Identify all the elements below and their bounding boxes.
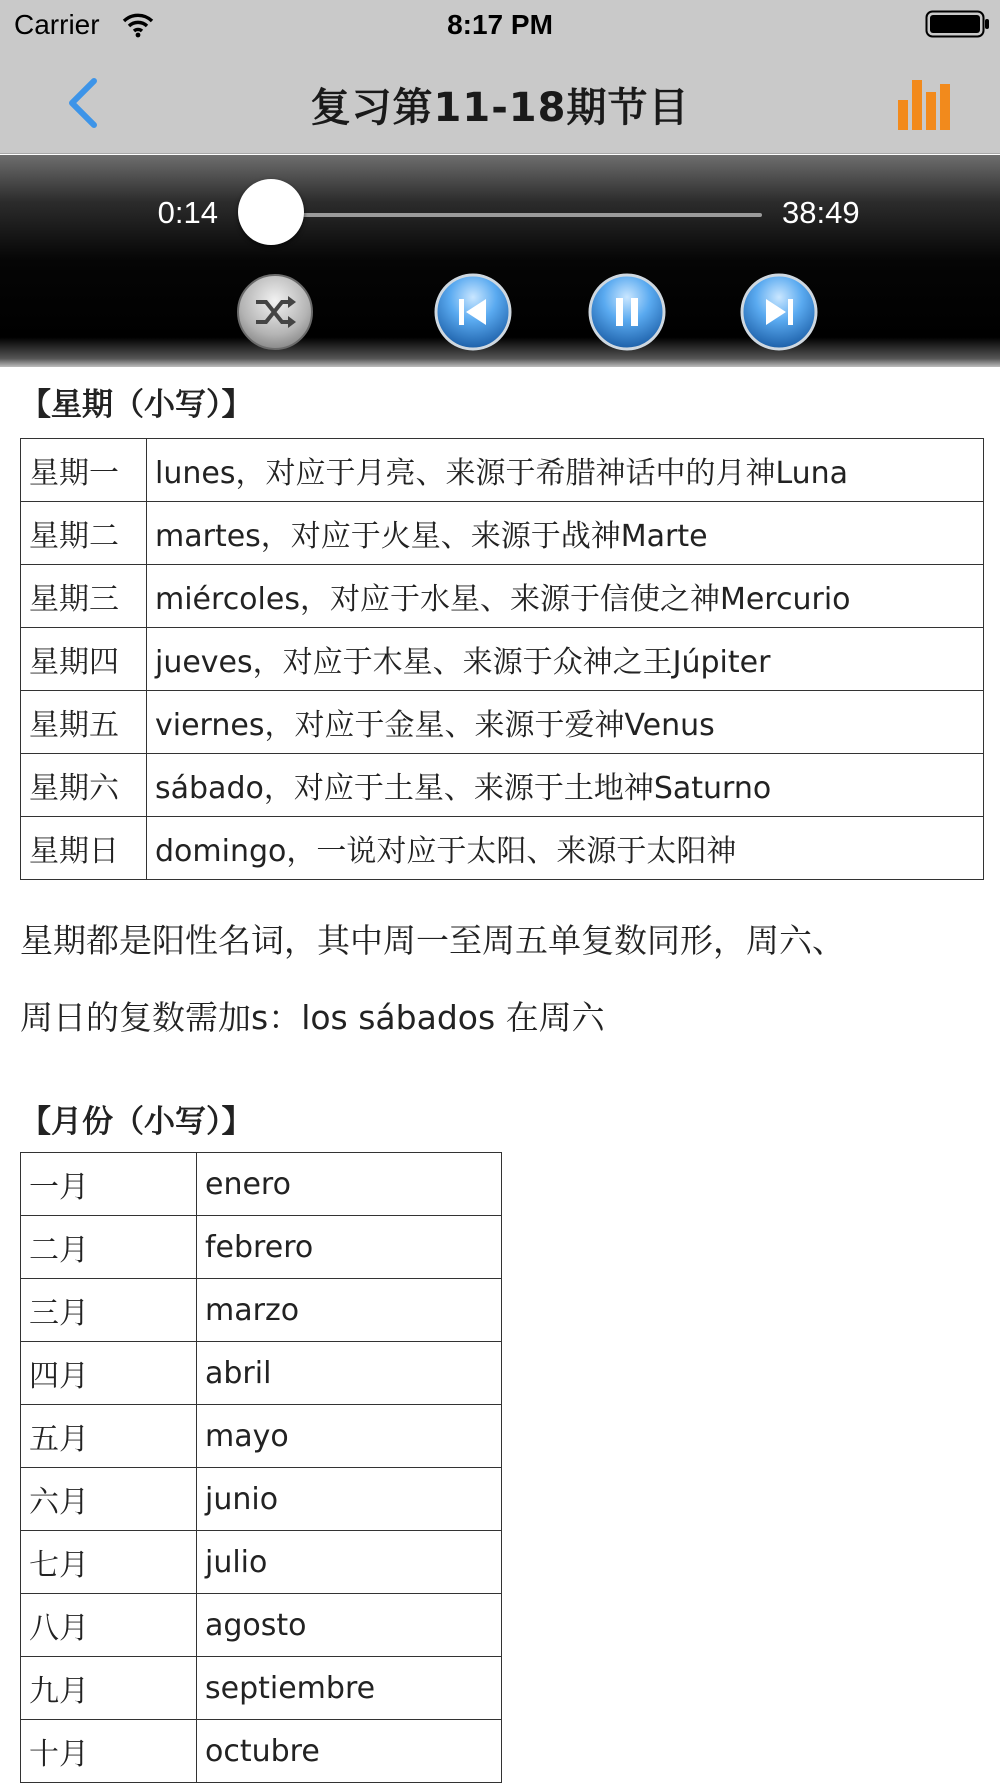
weekday-description: miércoles，对应于水星、来源于信使之神Mercurio (147, 565, 984, 628)
table-row (21, 1720, 502, 1783)
month-name: agosto (197, 1594, 502, 1657)
weekday-cell: 星期日 (21, 817, 147, 880)
weekday-cell: 星期六 (21, 754, 147, 817)
table-row (21, 1657, 502, 1720)
note-line: 星期都是阳性名词，其中周一至周五单复数同形，周六、 (20, 921, 845, 960)
month-name: septiembre (197, 1657, 502, 1720)
table-row (21, 1153, 502, 1216)
next-track-button[interactable] (740, 273, 818, 351)
shuffle-icon (236, 273, 314, 351)
note-line: 周日的复数需加s：los sábados 在周六 (20, 998, 605, 1037)
month-name: mayo (197, 1405, 502, 1468)
battery-icon (925, 10, 991, 38)
table-row (21, 502, 984, 565)
month-name: febrero (197, 1216, 502, 1279)
month-cell: 二月 (21, 1216, 197, 1279)
table-row (21, 1594, 502, 1657)
pause-button[interactable] (588, 273, 666, 351)
month-cell: 五月 (21, 1405, 197, 1468)
month-cell: 六月 (21, 1468, 197, 1531)
month-name: julio (197, 1531, 502, 1594)
weekday-description: jueves，对应于木星、来源于众神之王Júpiter (147, 628, 984, 691)
month-cell: 一月 (21, 1153, 197, 1216)
table-row (21, 565, 984, 628)
weekday-description: sábado，对应于土星、来源于土地神Saturno (147, 754, 984, 817)
table-row (21, 1468, 502, 1531)
weekday-table (20, 438, 984, 880)
page-title: 复习第11-18期节目 (310, 85, 690, 131)
month-name: abril (197, 1342, 502, 1405)
weekday-cell: 星期一 (21, 439, 147, 502)
table-row (21, 1405, 502, 1468)
month-cell: 四月 (21, 1342, 197, 1405)
status-bar (0, 0, 1000, 50)
month-cell: 七月 (21, 1531, 197, 1594)
month-cell: 三月 (21, 1279, 197, 1342)
navigation-bar (0, 50, 1000, 154)
pause-icon (588, 273, 666, 351)
weekday-cell: 星期五 (21, 691, 147, 754)
table-row (21, 1342, 502, 1405)
carrier-label: Carrier (14, 9, 100, 40)
weekday-description: viernes，对应于金星、来源于爱神Venus (147, 691, 984, 754)
table-row (21, 1531, 502, 1594)
month-cell: 九月 (21, 1657, 197, 1720)
table-row (21, 691, 984, 754)
weekday-description: domingo，一说对应于太阳、来源于太阳神 (147, 817, 984, 880)
month-table (20, 1152, 502, 1783)
progress-track[interactable] (240, 213, 762, 217)
shuffle-button[interactable] (236, 273, 314, 351)
lesson-content (20, 367, 984, 1783)
month-cell: 十月 (21, 1720, 197, 1783)
weekday-description: lunes，对应于月亮、来源于希腊神话中的月神Luna (147, 439, 984, 502)
month-name: enero (197, 1153, 502, 1216)
month-name: octubre (197, 1720, 502, 1783)
weekday-description: martes，对应于火星、来源于战神Marte (147, 502, 984, 565)
section-heading-months: 【月份（小写）】 (20, 1104, 253, 1140)
audio-player (0, 155, 1000, 367)
table-row (21, 817, 984, 880)
weekday-cell: 星期四 (21, 628, 147, 691)
bar-chart-icon[interactable] (896, 74, 954, 132)
weekday-cell: 星期二 (21, 502, 147, 565)
table-row (21, 754, 984, 817)
total-time: 38:49 (782, 195, 860, 230)
current-time: 0:14 (157, 195, 218, 230)
next-track-icon (740, 273, 818, 351)
status-time: 8:17 PM (447, 9, 553, 40)
progress-slider-handle[interactable] (238, 179, 304, 245)
month-name: marzo (197, 1279, 502, 1342)
month-name: junio (197, 1468, 502, 1531)
grammar-note (20, 902, 984, 1056)
section-heading-weekdays: 【星期（小写）】 (20, 387, 253, 423)
weekday-cell: 星期三 (21, 565, 147, 628)
table-row (21, 439, 984, 502)
table-row (21, 628, 984, 691)
month-cell: 八月 (21, 1594, 197, 1657)
table-row (21, 1216, 502, 1279)
table-row (21, 1279, 502, 1342)
previous-track-button[interactable] (434, 273, 512, 351)
previous-track-icon (434, 273, 512, 351)
